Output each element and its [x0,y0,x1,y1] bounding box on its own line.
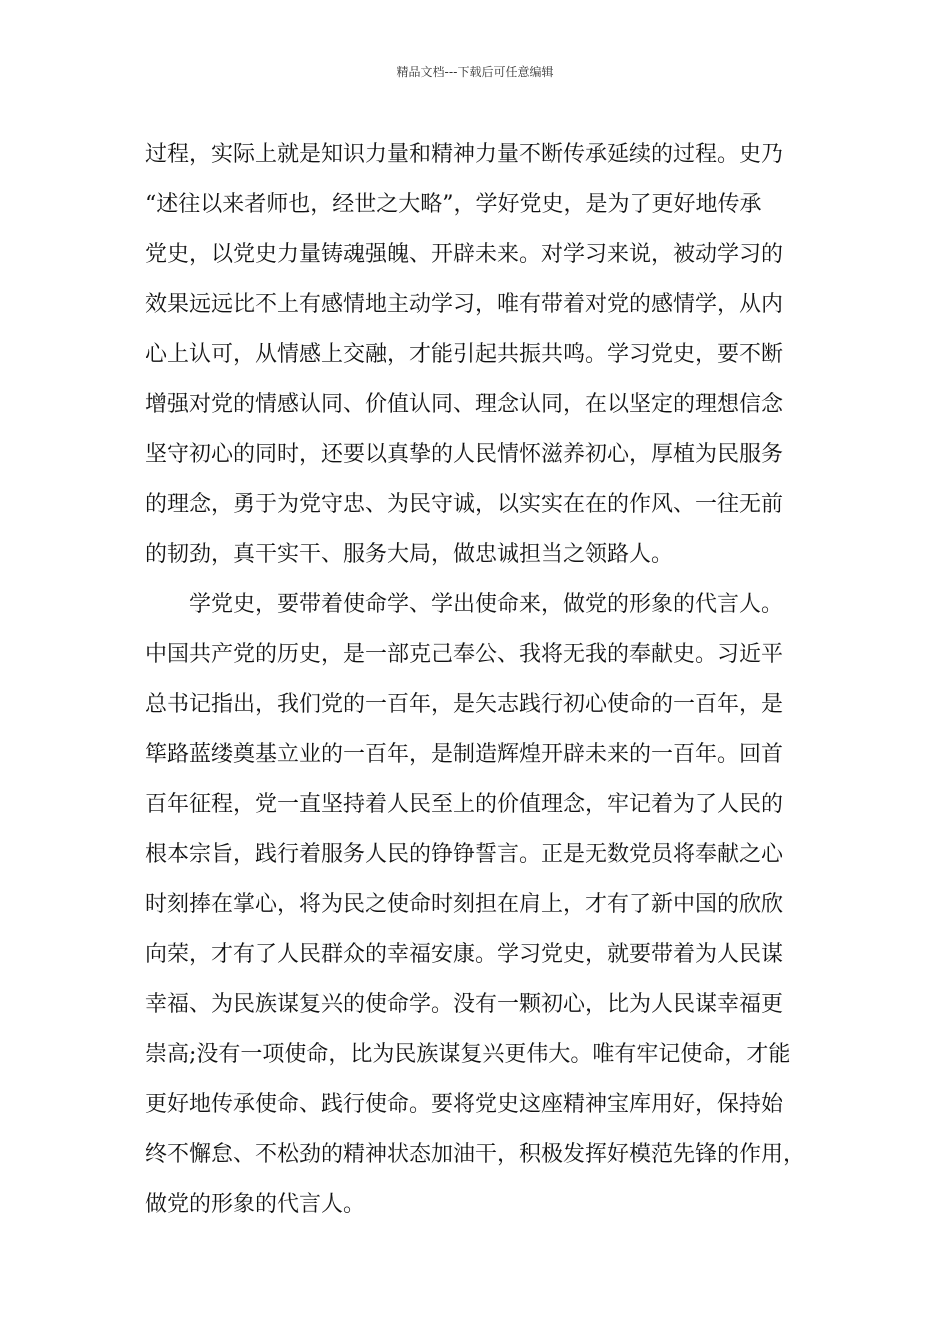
paragraph-2-line-4: 筚路蓝缕奠基立业的一百年，是制造辉煌开辟未来的一百年。回首 [145,742,784,767]
paragraph-2-line-9: 幸福、为民族谋复兴的使命学。没有一颗初心，比为人民谋幸福更 [145,992,784,1017]
paragraph-1-line-6: 增强对党的情感认同、价值认同、理念认同，在以坚定的理想信念 [145,392,784,417]
paragraph-1-line-2: “述往以来者师也，经世之大略”，学好党史，是为了更好地传承 [145,192,762,217]
paragraph-2-line-7: 时刻捧在掌心，将为民之使命时刻担在肩上，才有了新中国的欣欣 [145,892,784,917]
paragraph-1-line-1: 过程，实际上就是知识力量和精神力量不断传承延续的过程。史乃 [145,142,784,167]
paragraph-2-line-13: 做党的形象的代言人。 [145,1192,366,1217]
paragraph-1-line-9: 的韧劲，真干实干、服务大局，做忠诚担当之领路人。 [145,542,674,567]
paragraph-2-line-6: 根本宗旨，践行着服务人民的铮铮誓言。正是无数党员将奉献之心 [145,842,784,867]
page-header: 精品文档---下载后可任意编辑 [396,65,554,79]
paragraph-2-line-3: 总书记指出，我们党的一百年，是矢志践行初心使命的一百年，是 [145,692,784,717]
paragraph-2-line-10: 崇高;没有一项使命，比为民族谋复兴更伟大。唯有牢记使命，才能 [145,1042,791,1067]
document-body [145,130,807,1230]
paragraph-1-line-4: 效果远远比不上有感情地主动学习，唯有带着对党的感情学，从内 [145,292,784,317]
paragraph-1-line-7: 坚守初心的同时，还要以真挚的人民情怀滋养初心，厚植为民服务 [145,442,784,467]
paragraph-1-line-5: 心上认可，从情感上交融，才能引起共振共鸣。学习党史，要不断 [145,342,784,367]
paragraph-2-line-11: 更好地传承使命、践行使命。要将党史这座精神宝库用好，保持始 [145,1092,784,1117]
paragraph-1-line-8: 的理念，勇于为党守忠、为民守诚，以实实在在的作风、一往无前 [145,492,784,517]
paragraph-1-line-3: 党史，以党史力量铸魂强魄、开辟未来。对学习来说，被动学习的 [145,242,784,267]
paragraph-2-line-5: 百年征程，党一直坚持着人民至上的价值理念，牢记着为了人民的 [145,792,784,817]
paragraph-2-line-12: 终不懈怠、不松劲的精神状态加油干，积极发挥好模范先锋的作用， [145,1142,806,1167]
paragraph-2-line-2: 中国共产党的历史，是一部克己奉公、我将无我的奉献史。习近平 [145,642,784,667]
paragraph-2-line-1: 学党史，要带着使命学、学出使命来，做党的形象的代言人。 [189,592,784,617]
paragraph-2-line-8: 向荣，才有了人民群众的幸福安康。学习党史，就要带着为人民谋 [145,942,784,967]
